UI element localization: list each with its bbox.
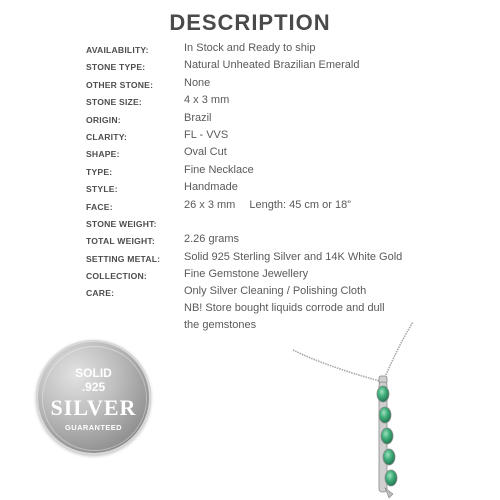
emerald-stone-5	[385, 470, 397, 486]
spec-value: 2.26 grams	[184, 233, 240, 246]
spec-row-collection	[86, 268, 486, 285]
emerald-stone-2	[379, 407, 391, 423]
chain-left	[293, 350, 383, 382]
seal-line-guaranteed: GUARANTEED	[65, 423, 122, 432]
spec-label: AVAILABILITY:	[86, 45, 149, 55]
spec-label: OTHER STONE:	[86, 79, 154, 90]
spec-value: Solid 925 Sterling Silver and 14K White Gold	[184, 250, 403, 263]
face-length: Length: 45 cm or 18”	[249, 198, 351, 211]
spec-value: Handmade	[184, 181, 238, 194]
spec-label: COLLECTION:	[86, 271, 147, 282]
spec-label: ORIGIN:	[86, 114, 121, 125]
spec-row-stone-size	[86, 94, 486, 111]
spec-label: CLARITY:	[86, 131, 128, 142]
spec-table	[86, 42, 486, 303]
spec-row-shape	[86, 146, 486, 163]
spec-value: Fine Necklace	[184, 163, 254, 176]
seal-line-925: .925	[81, 380, 106, 394]
spec-label: SETTING METAL:	[86, 253, 161, 264]
spec-value: Fine Gemstone Jewellery	[184, 268, 309, 281]
spec-label: STYLE:	[86, 184, 118, 195]
seal-line-silver: SILVER	[50, 395, 137, 420]
spec-row-face	[86, 199, 486, 216]
page-title: DESCRIPTION	[169, 10, 331, 35]
spec-value: Oval Cut	[184, 146, 227, 159]
spec-label: STONE WEIGHT:	[86, 218, 157, 229]
spec-row-stone-type	[86, 59, 486, 76]
spec-row-other-stone	[86, 77, 486, 94]
pendant-tip	[385, 488, 393, 498]
spec-row-style	[86, 181, 486, 198]
care-note-line-1: NB! Store bought liquids corrode and dull	[184, 302, 385, 314]
spec-label: CARE:	[86, 288, 115, 299]
spec-label: TYPE:	[86, 166, 113, 177]
emerald-stone-3	[381, 428, 393, 444]
spec-row-stone-weight	[86, 216, 486, 233]
spec-value	[184, 199, 351, 211]
spec-value: Brazil	[184, 111, 212, 124]
spec-row-clarity	[86, 129, 486, 146]
seal-line-solid: SOLID	[75, 366, 112, 380]
emerald-stone-1	[377, 386, 389, 402]
spec-row-setting-metal	[86, 251, 486, 268]
spec-row-origin	[86, 112, 486, 129]
spec-value: Only Silver Cleaning / Polishing Cloth	[184, 285, 367, 298]
spec-row-availability	[86, 42, 486, 59]
spec-value: Natural Unheated Brazilian Emerald	[184, 59, 360, 72]
spec-value: FL - VVS	[184, 128, 229, 141]
face-size: 26 x 3 mm	[184, 198, 236, 211]
emerald-pendant-image	[285, 318, 445, 500]
care-note-line-2: the gemstones	[184, 319, 257, 331]
spec-row-care	[86, 285, 486, 302]
spec-row-total-weight	[86, 233, 486, 250]
spec-label: SHAPE:	[86, 149, 120, 160]
spec-value: None	[184, 76, 211, 89]
spec-label: TOTAL WEIGHT:	[86, 236, 155, 247]
spec-value: 4 x 3 mm	[184, 94, 230, 107]
spec-label: STONE TYPE:	[86, 62, 146, 73]
spec-value: In Stock and Ready to ship	[184, 42, 316, 54]
solid-silver-seal	[36, 340, 151, 455]
spec-label: FACE:	[86, 201, 113, 212]
chain-right	[383, 322, 413, 382]
emerald-stone-4	[383, 449, 395, 465]
spec-row-type	[86, 164, 486, 181]
spec-label: STONE SIZE:	[86, 97, 142, 108]
